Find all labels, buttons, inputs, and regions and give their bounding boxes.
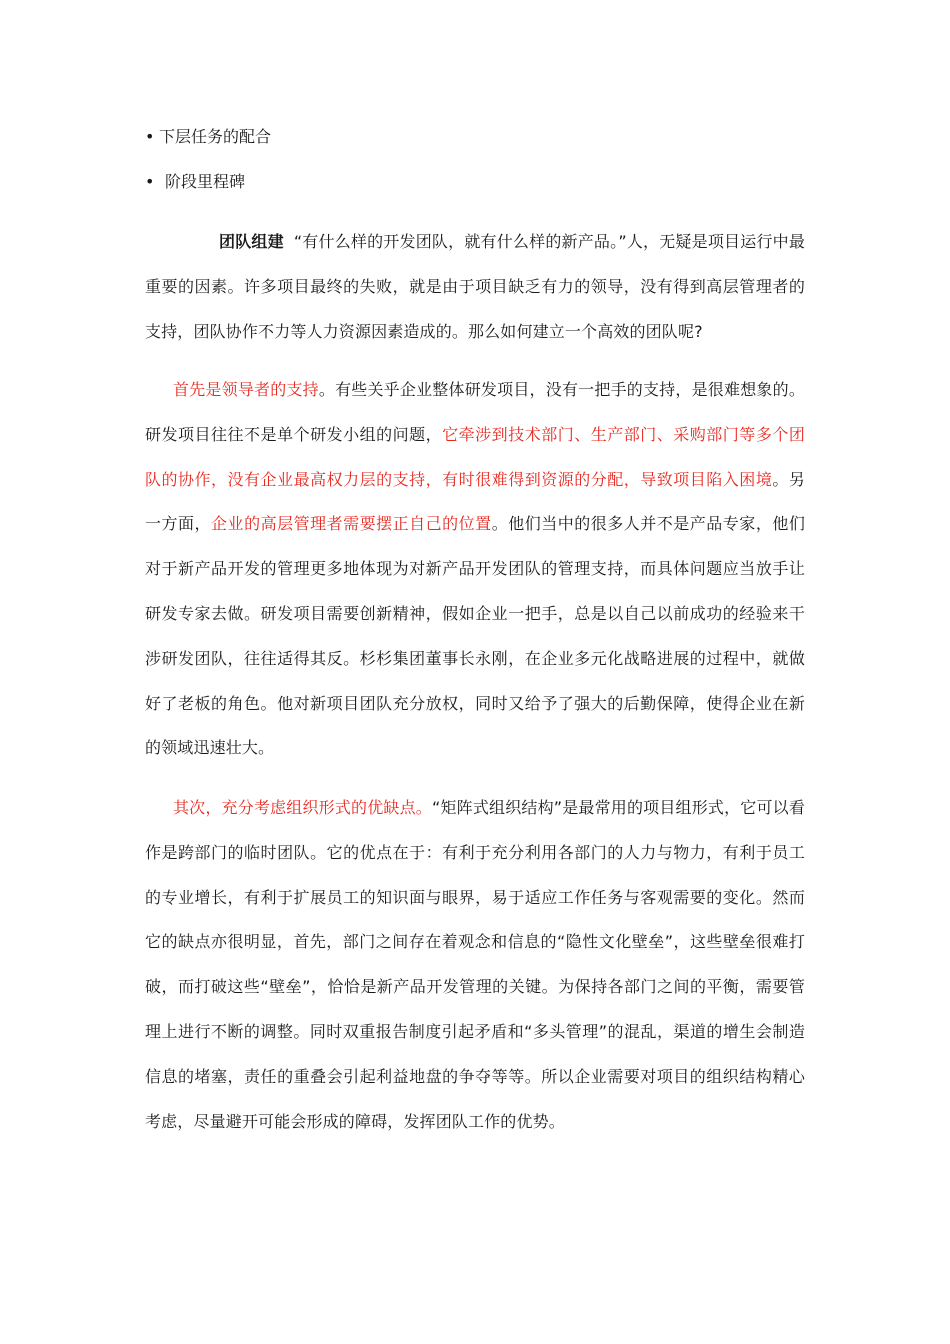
bullet-dot: • xyxy=(145,172,155,191)
bullet-item xyxy=(145,126,271,148)
paragraph-body: “有什么样的开发团队，就有什么样的新产品。”人，无疑是项目运行中最重要的因素。许多项目最终的失败，就是由于项目缺乏有力的领导，没有得到高层管理者的支持，团队协作不力等人力资源因素造成的。那么如何建立一个高效的团队呢? xyxy=(145,232,805,341)
paragraph-text: 。他们当中的很多人并不是产品专家，他们对于新产品开发的管理更多地体现为对新产品开发团队的管理支持，而具体问题应当放手让研发专家去做。研发项目需要创新精神，假如企业一把手，总是以自己以前成功的经验来干涉研发团队，往往适得其反。杉杉集团董事长永刚，在企业多元化战略进展的过程中，就做好了老板的角色。他对新项目团队充分放权，同时又给予了强大的后勤保障，使得企业在新的领域迅速壮大。 xyxy=(145,514,805,758)
emphasis-text: 它牵涉到技术部门、生产部门、采购部门等多个团队的协作，没有企业最高权力层的支持，有时很难得到资源的分配，导致项目陷入困境 xyxy=(145,424,805,489)
section-heading: 团队组建 xyxy=(219,232,284,251)
paragraph-text: 。另一方面， xyxy=(145,469,805,534)
bullet-text: 下层任务的配合 xyxy=(159,127,272,146)
paragraph-team-building xyxy=(145,220,805,354)
emphasis-lead: 其次，充分考虑组织形式的优缺点。 xyxy=(173,798,432,817)
paragraph-leader-support xyxy=(145,368,805,771)
bullet-item xyxy=(145,171,245,193)
emphasis-text: 企业的高层管理者需要摆正自己的位置 xyxy=(211,514,492,534)
paragraph-org-structure xyxy=(145,786,805,1144)
paragraph-text: 。有些关乎企业整体研发项目，没有一把手的支持，是很难想象的。研发项目往往不是单个研发小组的问题， xyxy=(145,380,805,444)
bullet-dot: • xyxy=(145,127,155,146)
paragraph-body: “矩阵式组织结构”是最常用的项目组形式，它可以看作是跨部门的临时团队。它的优点在于：有利于充分利用各部门的人力与物力，有利于员工的专业增长，有利于扩展员工的知识面与眼界，易于适应工作任务与客观需要的变化。然而它的缺点亦很明显，首先，部门之间存在着观念和信息的“隐性文化壁垒”，这些壁垒很难打破，而打破这些“壁垒”，恰恰是新产品开发管理的关键。为保持各部门之间的平衡，需要管理上进行不断的调整。同时双重报告制度引起矛盾和“多头管理”的混乱，渠道的增生会制造信息的堵塞，责任的重叠会引起利益地盘的争夺等等。所以企业需要对项目的组织结构精心考虑，尽量避开可能会形成的障碍，发挥团队工作的优势。 xyxy=(145,798,805,1131)
bullet-text: 阶段里程碑 xyxy=(165,172,246,191)
emphasis-lead: 首先是领导者的支持 xyxy=(173,380,319,399)
